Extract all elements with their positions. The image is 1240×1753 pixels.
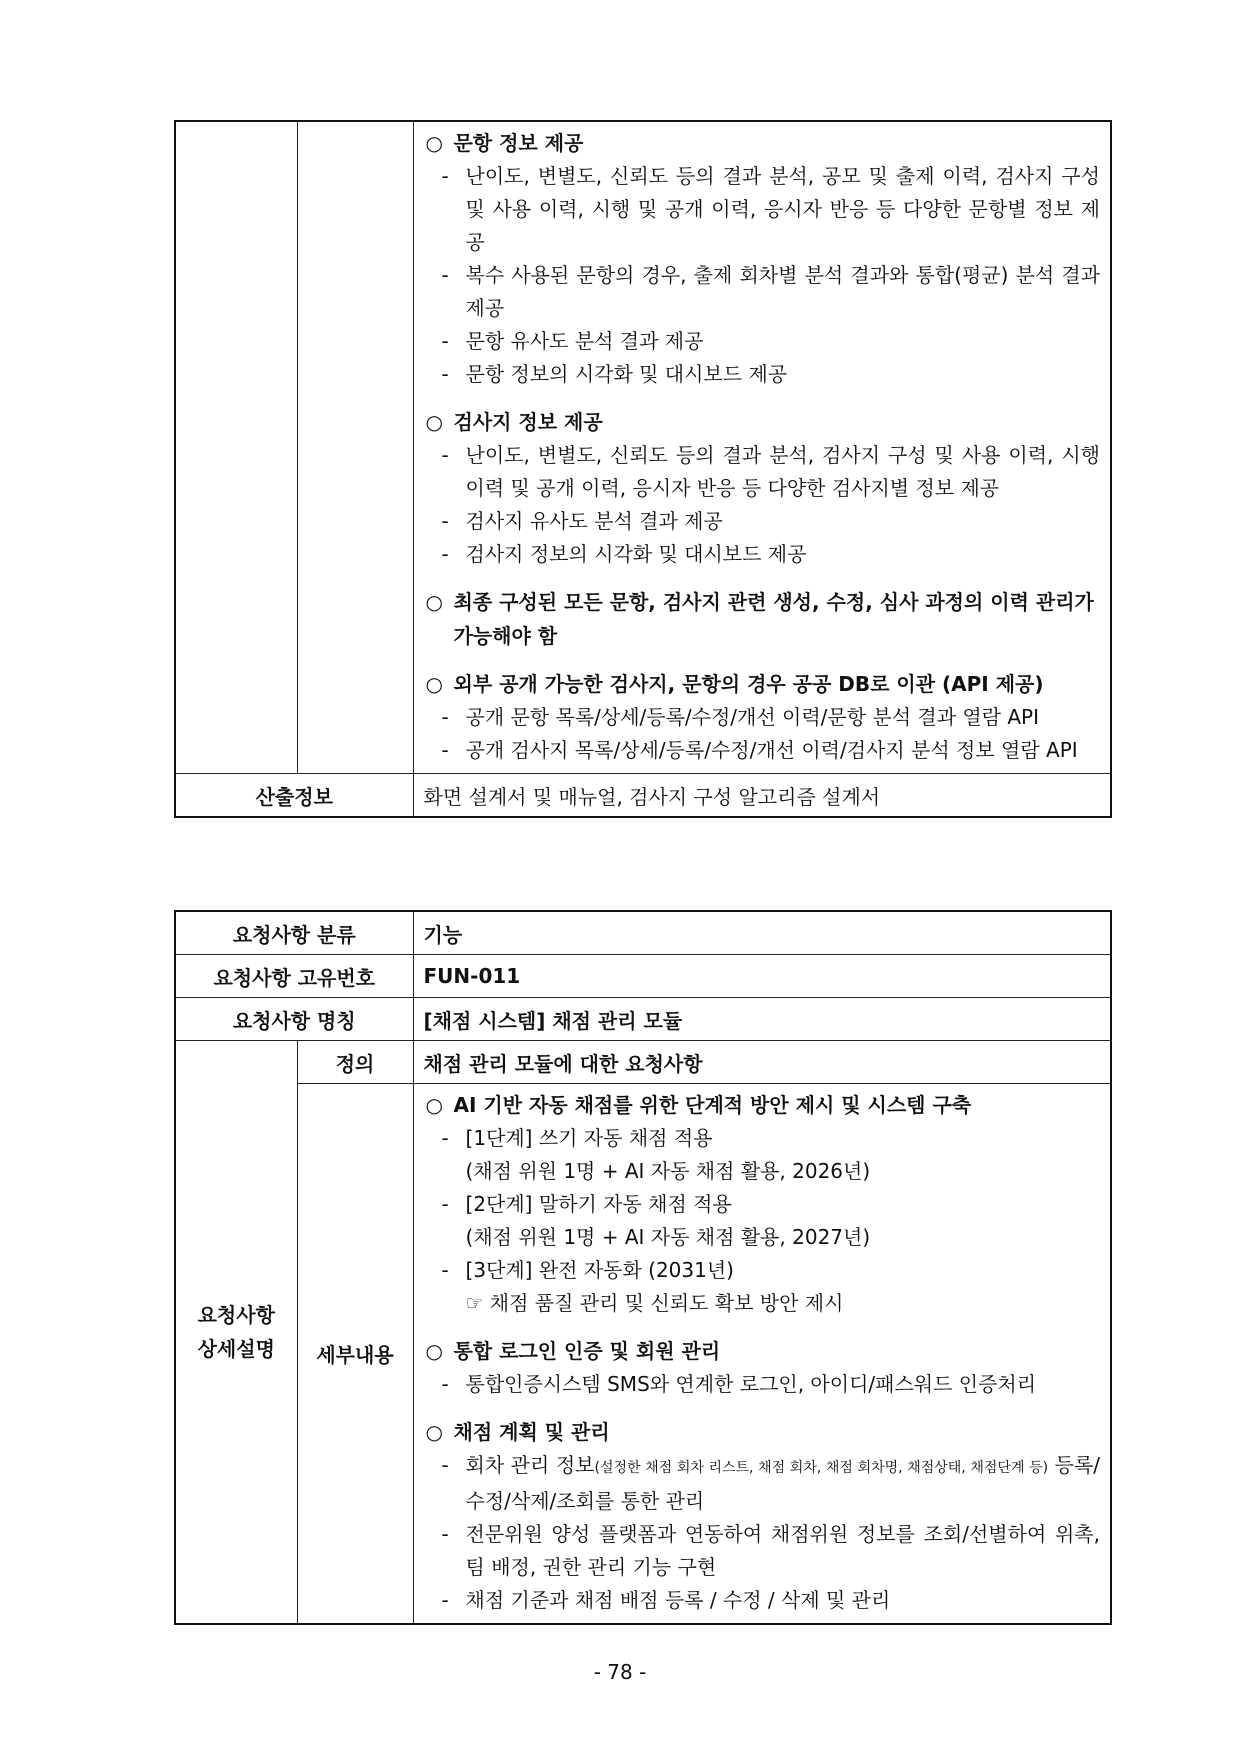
list-item-sub: (채점 위원 1명 + AI 자동 채점 활용, 2026년) [465,1159,871,1183]
category-value: 기능 [413,911,1111,955]
section [426,1088,1100,1320]
list-item: - 문항 정보의 시각화 및 대시보드 제공 [441,362,788,386]
list-item: - 문항 유사도 분석 결과 제공 [441,329,704,353]
section [426,667,1101,767]
list-item: - 회차 관리 정보(설정한 채점 회차 리스트, 채점 회차, 채점 회차명, 채점상태, 채점단계 등) 등록/수정/삭제/조회를 통한 관리 [441,1453,1100,1513]
output-label: 산출정보 [175,774,413,818]
list-item: - [3단계] 완전 자동화 (2031년) [441,1258,734,1282]
list-item: - 복수 사용된 문항의 경우, 출제 회차별 분석 결과와 통합(평균) 분석 결과 제공 [441,263,1100,320]
section-heading: ○ 문항 정보 제공 [426,126,1101,160]
section-heading: ○ AI 기반 자동 채점를 위한 단계적 방안 제시 및 시스템 구축 [426,1088,1100,1122]
circle-bullet-icon: ○ [425,131,443,155]
list-item: - 채점 기준과 채점 배점 등록 / 수정 / 삭제 및 관리 [441,1588,891,1612]
list-item: - 난이도, 변별도, 신뢰도 등의 결과 분석, 검사지 구성 및 사용 이력, 시행 이력 및 공개 이력, 응시자 반응 등 다양한 검사지별 정보 제공 [441,443,1100,500]
section-heading: ○ 외부 공개 가능한 검사지, 문항의 경우 공공 DB로 이관 (API 제공) [426,667,1101,701]
circle-bullet-icon: ○ [425,1093,443,1117]
section [426,405,1101,571]
name-label: 요청사항 명칭 [175,998,413,1041]
definition-value: 채점 관리 모듈에 대한 요청사항 [413,1041,1111,1084]
list-item: - [1단계] 쓰기 자동 채점 적용 [441,1126,713,1150]
category-label: 요청사항 분류 [175,911,413,955]
circle-bullet-icon: ○ [425,1339,443,1363]
section-heading: ○ 검사지 정보 제공 [426,405,1101,439]
section [426,585,1101,653]
list-item: - 전문위원 양성 플랫폼과 연동하여 채점위원 정보를 조회/선별하여 위촉, 팀 배정, 권한 관리 기능 구현 [441,1522,1100,1579]
id-value: FUN-011 [413,955,1111,998]
list-item: - 난이도, 변별도, 신뢰도 등의 결과 분석, 공모 및 출제 이력, 검사지 구성 및 사용 이력, 시행 및 공개 이력, 응시자 반응 등 다양한 문항별 정보 제공 [441,164,1100,254]
circle-bullet-icon: ○ [425,410,443,434]
content-label: 세부내용 [297,1084,413,1625]
list-item: - 검사지 정보의 시각화 및 대시보드 제공 [441,542,807,566]
section-heading: ○ 최종 구성된 모든 문항, 검사지 관련 생성, 수정, 심사 과정의 이력 관리가 가능해야 함 [426,585,1101,653]
circle-bullet-icon: ○ [425,590,443,614]
section [426,1415,1100,1617]
list-item-sub: (채점 위원 1명 + AI 자동 채점 활용, 2027년) [465,1225,871,1249]
list-item: - [2단계] 말하기 자동 채점 적용 [441,1192,732,1216]
circle-bullet-icon: ○ [425,1420,443,1444]
list-item: - 공개 문항 목록/상세/등록/수정/개선 이력/문항 분석 결과 열람 API [441,705,1040,729]
requirement-table-continued [174,120,1112,818]
name-value: [채점 시스템] 채점 관리 모듈 [413,998,1111,1041]
section-heading: ○ 채점 계획 및 관리 [426,1415,1100,1449]
list-item: - 통합인증시스템 SMS와 연계한 로그인, 아이디/패스워드 인증처리 [441,1372,1037,1396]
content-cell [413,1084,1111,1625]
list-item: - 공개 검사지 목록/상세/등록/수정/개선 이력/검사지 분석 정보 열람 API [441,738,1078,762]
section [426,1334,1100,1401]
id-label: 요청사항 고유번호 [175,955,413,998]
empty-cell [175,121,297,774]
circle-bullet-icon: ○ [425,672,443,696]
list-item: - 검사지 유사도 분석 결과 제공 [441,509,723,533]
note-item: ☞ 채점 품질 관리 및 신뢰도 확보 방안 제시 [465,1291,844,1315]
page-number: - 78 - [593,1660,647,1684]
detail-label-line2: 상세설명 [197,1337,275,1361]
empty-cell [297,121,413,774]
detail-label-line1: 요청사항 [197,1303,275,1327]
output-value: 화면 설계서 및 매뉴얼, 검사지 구성 알고리즘 설계서 [413,774,1111,818]
section-heading: ○ 통합 로그인 인증 및 회원 관리 [426,1334,1100,1368]
definition-label: 정의 [297,1041,413,1084]
detail-content-cell [413,121,1111,774]
section [426,126,1101,391]
detail-label [175,1041,297,1625]
requirement-table-fun-011 [174,910,1112,1625]
